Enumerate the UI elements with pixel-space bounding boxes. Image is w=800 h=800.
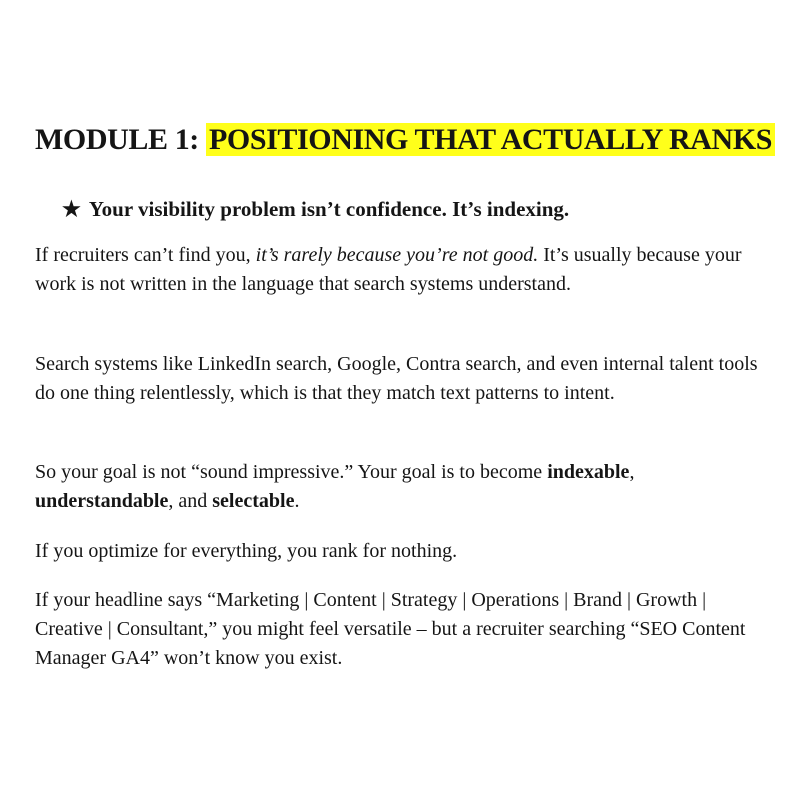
module-label: MODULE 1: [35, 123, 206, 156]
callout-text: Your visibility problem isn’t confidence. It’s indexing. [88, 197, 570, 221]
star-icon: ★ [62, 197, 81, 221]
keyword-indexable: indexable [547, 461, 630, 483]
p3-end: . [294, 490, 300, 512]
paragraph-headline: If your headline says “Marketing | Content | Strategy | Operations | Brand | Growth | Creative | Consultant,” you might feel versatile – but a recruiter searching “SEO Content Manager GA4” won’t know you exist. [35, 589, 746, 669]
paragraph-optimize: If you optimize for everything, you rank for nothing. [35, 540, 458, 562]
p3-sep-1: , [629, 461, 635, 483]
paragraph-goal [35, 458, 765, 516]
p1-text-start: If recruiters can’t find you, [35, 244, 256, 266]
callout-bullet [62, 195, 569, 223]
paragraph-search-systems: Search systems like LinkedIn search, Google, Contra search, and even internal talent tools do one thing relentlessly, which is that they match text patterns to intent. [35, 353, 758, 404]
p3-text-start: So your goal is not “sound impressive.” Your goal is to become [35, 461, 548, 483]
module-heading [35, 122, 775, 158]
p3-sep-2: , and [168, 490, 213, 512]
paragraph-recruiters [35, 241, 765, 299]
p1-text-end: It’s usually because your work is not written in the language that search systems understand. [35, 244, 742, 295]
keyword-selectable: selectable [212, 490, 295, 512]
keyword-understandable: understandable [35, 490, 169, 512]
p1-italic-text: it’s rarely because you’re not good. [255, 244, 539, 266]
highlighted-title: POSITIONING THAT ACTUALLY RANKS [206, 123, 775, 156]
